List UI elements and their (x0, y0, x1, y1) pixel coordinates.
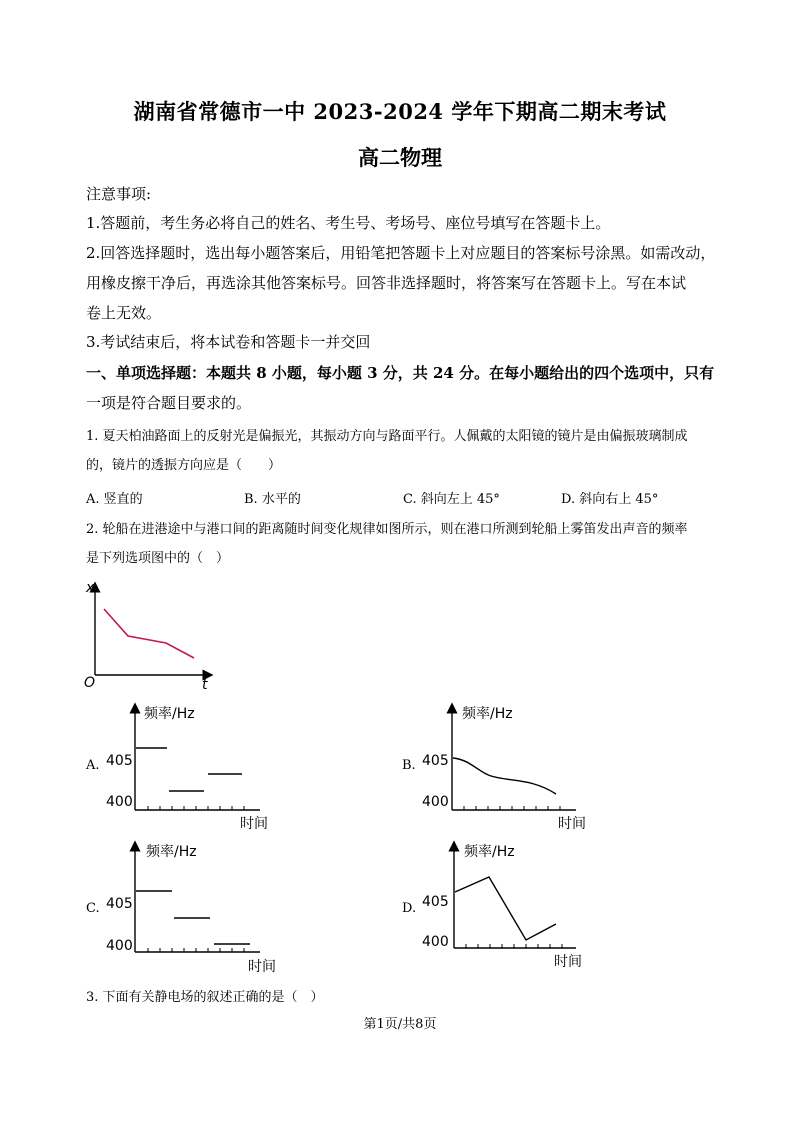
exam-title: 湖南省常德市一中 2023-2024 学年下期高二期末考试 (133, 99, 667, 124)
xt-x-label: t (202, 677, 208, 693)
option-d-polyline (455, 877, 556, 940)
question-1-option-a: A. 竖直的 (86, 492, 143, 507)
note-item-2-line-2: 用橡皮擦干净后，再选涂其他答案标号。回答非选择题时，将答案写在答题卡上。写在本试 (86, 274, 687, 292)
option-a-y-label: 频率/Hz (144, 706, 195, 722)
section-1-instructions-line-2: 一项是符合题目要求的。 (86, 394, 252, 412)
note-item-2-line-3: 卷上无效。 (86, 304, 162, 322)
option-c-x-label: 时间 (248, 959, 276, 975)
option-c-tick-405: 405 (106, 896, 133, 912)
option-c-label: C. (86, 901, 100, 916)
xt-y-label: x (86, 580, 95, 596)
option-c-graph (100, 838, 300, 978)
option-d-graph (416, 838, 616, 978)
option-a-graph (100, 700, 300, 835)
option-b-curve (453, 758, 556, 794)
option-a-tick-400: 400 (106, 794, 133, 810)
question-1-option-c: C. 斜向左上 45° (403, 492, 500, 507)
option-d-x-label: 时间 (554, 954, 582, 970)
page-number: 第1页/共8页 (363, 1017, 437, 1032)
exam-subject: 高二物理 (358, 145, 442, 170)
question-3-line-1: 3. 下面有关静电场的叙述正确的是（ ） (86, 990, 324, 1005)
option-d-tick-405: 405 (422, 894, 449, 910)
option-a-label: A. (86, 758, 100, 773)
xt-curve (104, 609, 194, 658)
option-d-label: D. (402, 901, 417, 916)
note-item-1: 1.答题前，考生务必将自己的姓名、考生号、考场号、座位号填写在答题卡上。 (86, 214, 611, 232)
option-c-tick-400: 400 (106, 938, 133, 954)
question-1-line-2: 的，镜片的透振方向应是（ ） (86, 458, 282, 473)
option-b-graph (416, 700, 616, 835)
xt-origin-label: O (84, 675, 96, 691)
option-a-x-label: 时间 (240, 816, 268, 832)
option-d-tick-400: 400 (422, 934, 449, 950)
notes-heading: 注意事项: (86, 185, 152, 203)
option-b-y-label: 频率/Hz (462, 706, 513, 722)
note-item-2-line-1: 2.回答选择题时，选出每小题答案后，用铅笔把答题卡上对应题目的答案标号涂黑。如需改动， (86, 244, 716, 262)
distance-time-graph (80, 575, 220, 695)
question-1-option-d: D. 斜向右上 45° (561, 492, 659, 507)
question-1-line-1: 1. 夏天柏油路面上的反射光是偏振光，其振动方向与路面平行。人佩戴的太阳镜的镜片是由偏振玻璃制成 (86, 429, 688, 444)
option-b-x-label: 时间 (558, 816, 586, 832)
option-b-tick-400: 400 (422, 794, 449, 810)
question-2-line-1: 2. 轮船在进港途中与港口间的距离随时间变化规律如图所示，则在港口所测到轮船上雾笛发出声音的频率 (86, 522, 688, 537)
option-b-label: B. (402, 758, 416, 773)
question-1-option-b: B. 水平的 (244, 492, 301, 507)
option-c-y-label: 频率/Hz (146, 844, 197, 860)
option-d-y-label: 频率/Hz (464, 844, 515, 860)
note-item-3: 3.考试结束后，将本试卷和答题卡一并交回 (86, 333, 371, 351)
question-2-line-2: 是下列选项图中的（ ） (86, 551, 230, 566)
option-a-tick-405: 405 (106, 753, 133, 769)
option-b-tick-405: 405 (422, 753, 449, 769)
section-1-instructions-line-1: 一、单项选择题：本题共 8 小题，每小题 3 分，共 24 分。在每小题给出的四个选项中，只有 (86, 364, 715, 382)
